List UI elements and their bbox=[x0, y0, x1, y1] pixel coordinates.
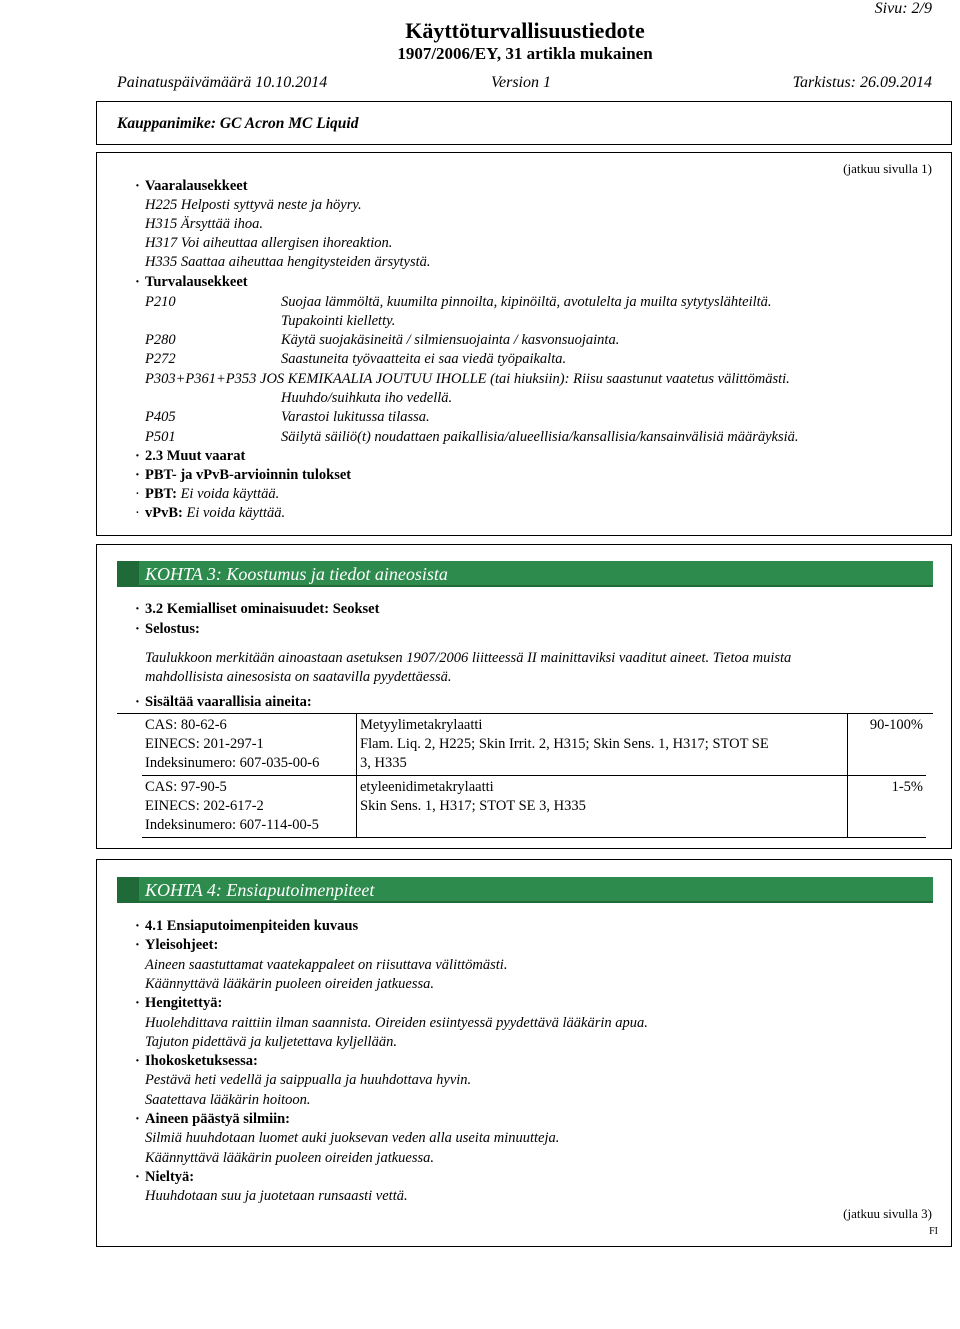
p272-code: P272 bbox=[145, 351, 176, 367]
einecs-number: EINECS: 201-297-1 bbox=[145, 736, 264, 752]
eye-contact-line1: Silmiä huuhdotaan luomet auki juoksevan veden alla useita minuutteja. bbox=[145, 1130, 560, 1146]
other-hazards: · 2.3 Muut vaarat bbox=[145, 448, 245, 465]
substance-name: Metyylimetakrylaatti bbox=[360, 717, 483, 733]
percentage-cell bbox=[848, 714, 927, 776]
p210-code: P210 bbox=[145, 294, 176, 310]
classification-line1: Flam. Liq. 2, H225; Skin Irrit. 2, H315; Skin Sens. 1, H317; STOT SE bbox=[360, 736, 769, 752]
pbt-results: · PBT- ja vPvB-arvioinnin tulokset bbox=[145, 467, 351, 484]
substance-cell bbox=[357, 714, 848, 776]
p303-text2: Huuhdo/suihkuta iho vedellä. bbox=[281, 390, 453, 406]
vpvb-value: Ei voida käyttää. bbox=[186, 505, 286, 521]
p405-code: P405 bbox=[145, 409, 176, 425]
hazard-h335: H335 Saattaa aiheuttaa hengitysteiden ärsytystä. bbox=[145, 254, 431, 270]
skin-contact-line2: Saatettava lääkärin hoitoon. bbox=[145, 1092, 311, 1108]
skin-contact-line1: Pestävä heti vedellä ja saippualla ja huuhdottava hyvin. bbox=[145, 1072, 472, 1088]
hazardous-substances-table bbox=[142, 714, 926, 838]
hazard-h315: H315 Ärsyttää ihoa. bbox=[145, 216, 264, 232]
section3-heading-bar bbox=[117, 561, 933, 587]
description-line2: mahdollisista ainesosista on saatavilla pyydettäessä. bbox=[145, 669, 452, 685]
section3-sub: · 3.2 Kemialliset ominaisuudet: Seokset bbox=[145, 601, 379, 618]
p210-text: Suojaa lämmöltä, kuumilta pinnoilta, kipinöiltä, avotulelta ja muilta sytytyslähteiltä. bbox=[281, 294, 772, 310]
percentage-cell bbox=[848, 776, 927, 838]
cas-number: CAS: 80-62-6 bbox=[145, 717, 227, 733]
description-label: · Selostus: bbox=[145, 621, 200, 638]
description-line1: Taulukkoon merkitään ainoastaan asetuksen 1907/2006 liitteessä II mainittaviksi vaaditut aineet. Tietoa muista bbox=[145, 650, 792, 666]
general-label: · Yleisohjeet: bbox=[145, 937, 218, 954]
index-number: Indeksinumero: 607-035-00-6 bbox=[145, 755, 320, 771]
substance-name: etyleenidimetakrylaatti bbox=[360, 779, 494, 795]
ingestion-line1: Huuhdotaan suu ja juotetaan runsaasti vettä. bbox=[145, 1188, 408, 1204]
classification-line1: Skin Sens. 1, H317; STOT SE 3, H335 bbox=[360, 798, 586, 814]
inhalation-line1: Huolehdittava raittiin ilman saannista. Oireiden esiintyessä pyydettävä lääkärin apua. bbox=[145, 1015, 648, 1031]
language-code: FI bbox=[929, 1226, 938, 1237]
document-subtitle: 1907/2006/EY, 31 artikla mukainen bbox=[397, 44, 653, 63]
section3-heading: KOHTA 3: Koostumus ja tiedot aineosista bbox=[145, 564, 448, 584]
print-date: Painatuspäivämäärä 10.10.2014 bbox=[117, 74, 328, 91]
eye-contact-line2: Käännyttävä lääkärin puoleen oireiden jatkuessa. bbox=[145, 1150, 435, 1166]
percentage: 1-5% bbox=[891, 779, 923, 795]
p405-text: Varastoi lukitussa tilassa. bbox=[281, 409, 430, 425]
p280-code: P280 bbox=[145, 332, 176, 348]
trade-name: Kauppanimike: GC Acron MC Liquid bbox=[117, 115, 359, 132]
hazard-h225: H225 Helposti syttyvä neste ja höyry. bbox=[145, 197, 362, 213]
contains-label: · Sisältää vaarallisia aineita: bbox=[145, 694, 312, 711]
einecs-number: EINECS: 202-617-2 bbox=[145, 798, 264, 814]
percentage: 90-100% bbox=[869, 717, 923, 733]
continued-to: (jatkuu sivulla 3) bbox=[843, 1206, 932, 1221]
trade-name-box bbox=[96, 101, 952, 145]
pbt-row bbox=[145, 486, 279, 503]
general-line2: Käännyttävä lääkärin puoleen oireiden jatkuessa. bbox=[145, 976, 435, 992]
revision-date: Tarkistus: 26.09.2014 bbox=[792, 74, 932, 91]
index-number: Indeksinumero: 607-114-00-5 bbox=[145, 817, 319, 833]
inhalation-line2: Tajuton pidettävä ja kuljetettava kyljellään. bbox=[145, 1034, 397, 1050]
p303-line: P303+P361+P353 JOS KEMIKAALIA JOUTUU IHOLLE (tai hiuksiin): Riisu saastunut vaatetus välittömästi. bbox=[145, 371, 790, 387]
heading-stripe bbox=[117, 561, 139, 585]
p210-text2: Tupakointi kielletty. bbox=[281, 313, 396, 329]
identifiers-cell bbox=[142, 776, 357, 838]
p501-code: P501 bbox=[145, 429, 176, 445]
identifiers-cell bbox=[142, 714, 357, 776]
substance-cell bbox=[357, 776, 848, 838]
ingestion-label: · Nieltyä: bbox=[145, 1169, 194, 1186]
table-row bbox=[142, 714, 926, 776]
p280-text: Käytä suojakäsineitä / silmiensuojainta / kasvonsuojainta. bbox=[281, 332, 620, 348]
hazard-statements-label: · Vaaralausekkeet bbox=[145, 178, 248, 195]
section4-sub: · 4.1 Ensiaputoimenpiteiden kuvaus bbox=[145, 918, 358, 935]
section4-heading: KOHTA 4: Ensiaputoimenpiteet bbox=[145, 880, 375, 900]
cas-number: CAS: 97-90-5 bbox=[145, 779, 227, 795]
inhalation-label: · Hengitettyä: bbox=[145, 995, 222, 1012]
classification-line2: 3, H335 bbox=[360, 755, 407, 771]
p501-text: Säilytä säiliö(t) noudattaen paikallisia/alueellisia/kansallisia/kansainvälisiä määräyksiä. bbox=[281, 429, 799, 445]
page-number: Sivu: 2/9 bbox=[874, 0, 932, 17]
section4-heading-bar bbox=[117, 877, 933, 903]
version: Version 1 bbox=[491, 74, 551, 91]
hazard-h317: H317 Voi aiheuttaa allergisen ihoreaktion. bbox=[145, 235, 393, 251]
pbt-value: Ei voida käyttää. bbox=[180, 486, 280, 502]
vpvb-label: vPvB: bbox=[145, 505, 183, 521]
table-row bbox=[142, 776, 926, 838]
document-title: Käyttöturvallisuustiedote bbox=[405, 18, 645, 43]
continued-from: (jatkuu sivulla 1) bbox=[843, 161, 932, 176]
general-line1: Aineen saastuttamat vaatekappaleet on riisuttava välittömästi. bbox=[145, 957, 508, 973]
pbt-label: PBT: bbox=[145, 486, 177, 502]
eye-contact-label: · Aineen päästyä silmiin: bbox=[145, 1111, 290, 1128]
vpvb-row bbox=[145, 505, 285, 522]
heading-stripe bbox=[117, 877, 139, 901]
skin-contact-label: · Ihokosketuksessa: bbox=[145, 1053, 258, 1070]
precautionary-label: · Turvalausekkeet bbox=[145, 274, 248, 291]
p272-text: Saastuneita työvaatteita ei saa viedä työpaikalta. bbox=[281, 351, 567, 367]
